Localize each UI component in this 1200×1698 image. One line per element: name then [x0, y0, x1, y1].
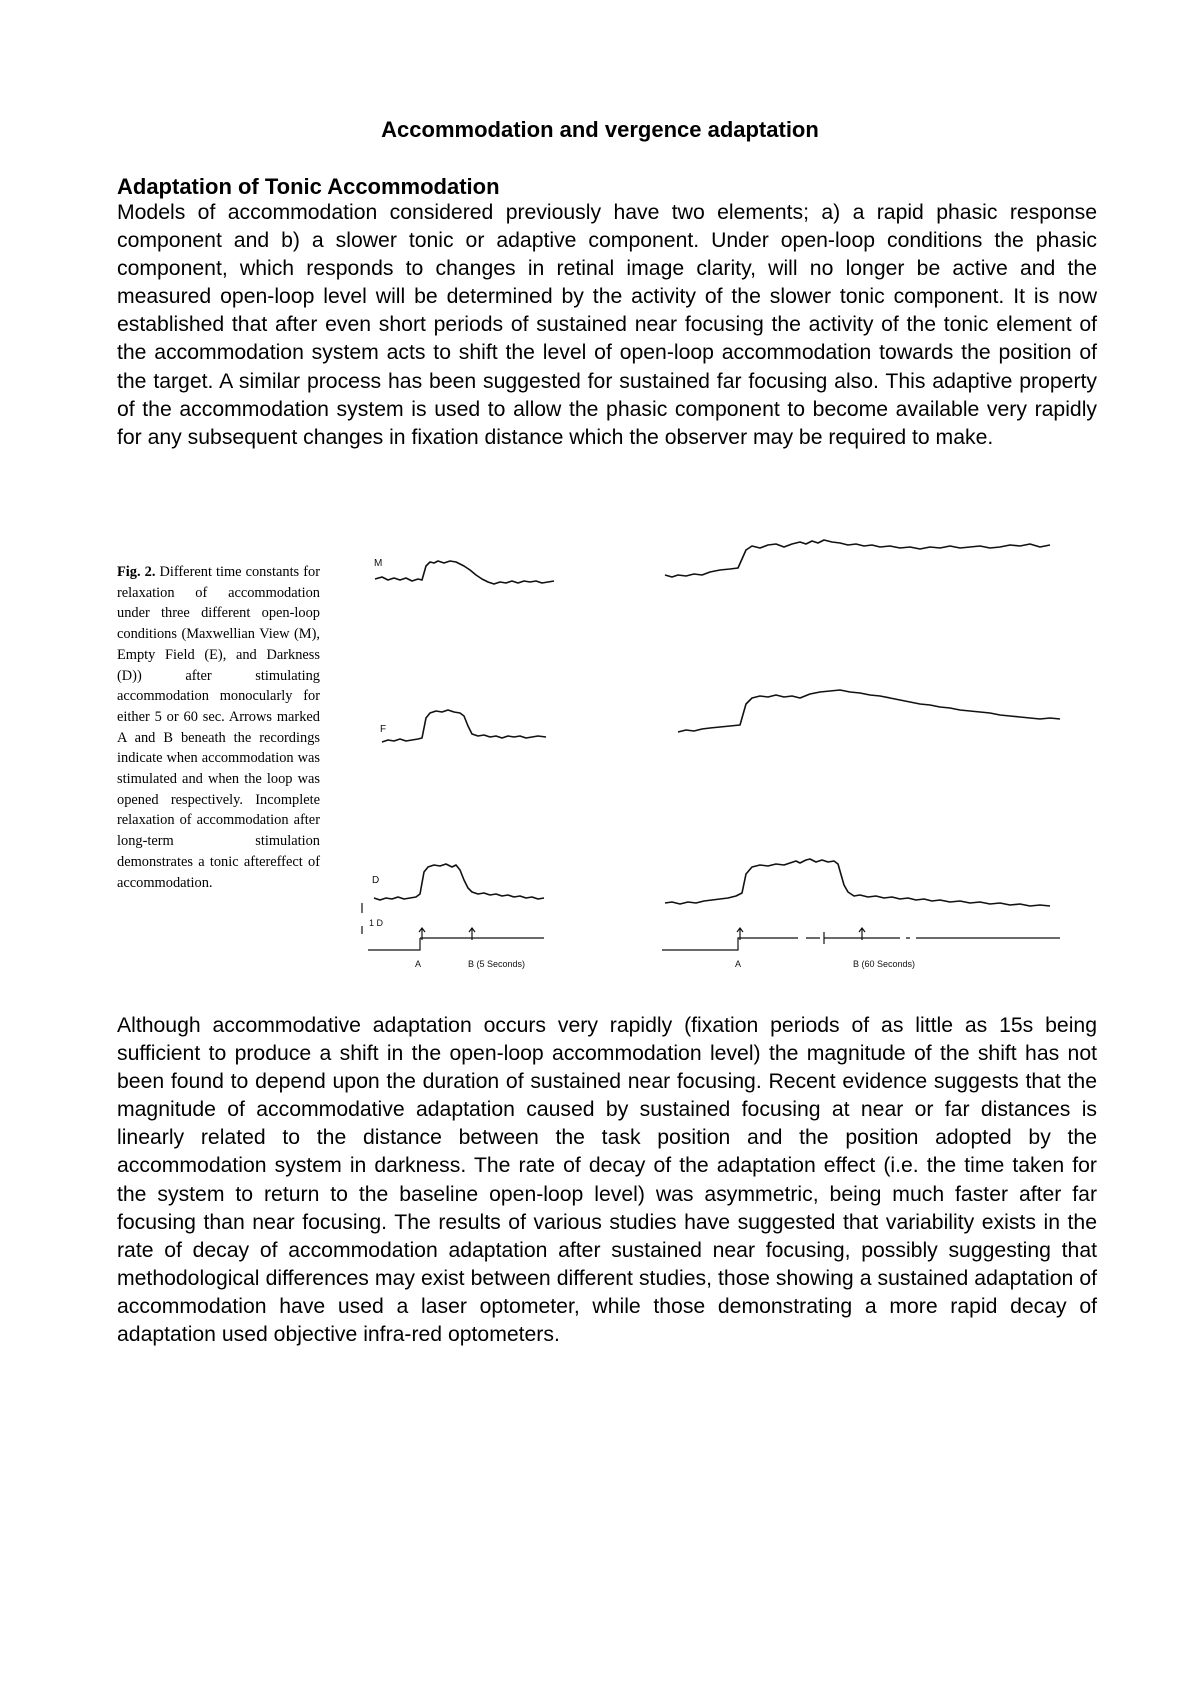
marker-a-left: A	[415, 959, 422, 969]
paragraph-2: Although accommodative adaptation occurs very rapidly (fixation periods of as little as 15s being sufficient to produce a shift in the open-loop accommodation level) the magnitude of the shift has not been found to depend upon the duration of sustained near focusing. Recent evidence suggests that the magnitude of accommodative adaptation caused by sustained focusing at near or far distances is linearly related to the distance between the task position and the position adopted by the accommodation system in darkness. The rate of decay of the adaptation effect (i.e. the time taken for the system to return to the baseline open-loop level) was asymmetric, being much faster after far focusing than near focusing. The results of various studies have suggested that variability exists in the rate of decay of accommodation adaptation after sustained near focusing, possibly suggesting that methodological differences may exist between different studies, those showing a sustained adaptation of accommodation have used a laser optometer, while those demonstrating a more rapid decay of adaptation used objective infra-red optometers.	[117, 1014, 1097, 1347]
figure-caption-text: Different time constants for relaxation of accommodation under three different open-loop conditions (Maxwellian View (M), Empty Field (E), and Darkness (D)) after stimulating accommodation monocularly for either 5 or 60 sec. Arrows marked A and B beneath the recordings indicate when accommodation was stimulated and when the loop was opened respectively. Incomplete relaxation of accommodation after long-term stimulation demonstrates a tonic aftereffect of accommodation.	[117, 564, 320, 891]
trace-d-short	[374, 864, 544, 900]
trace-e-long	[678, 690, 1060, 732]
row-label-d: D	[372, 875, 380, 886]
row-label-m: M	[374, 558, 383, 569]
paragraph-1: Models of accommodation considered previously have two elements; a) a rapid phasic response component and b) a slower tonic or adaptive component. Under open-loop conditions the phasic component, which responds to changes in retinal image clarity, will no longer be active and the measured open-loop level will be determined by the activity of the slower tonic component. It is now established that after even short periods of sustained near focusing the activity of the tonic element of the accommodation system acts to shift the level of open-loop accommodation towards the position of the target. A similar process has been suggested for sustained far focusing also. This adaptive property of the accommodation system is used to allow the phasic component to become available very rapidly for any subsequent changes in fixation distance which the observer may be required to make.	[117, 201, 1097, 449]
marker-b-left: B (5 Seconds)	[468, 959, 526, 969]
row-label-e: F	[380, 724, 387, 735]
timing-line-right	[662, 932, 1060, 950]
marker-a-right: A	[735, 959, 742, 969]
figure-recordings	[360, 520, 1120, 980]
section-heading: Adaptation of Tonic Accommodation	[117, 174, 500, 199]
marker-b-right: B (60 Seconds)	[853, 959, 916, 969]
timing-line-left	[368, 938, 544, 950]
trace-m-long	[665, 540, 1050, 577]
trace-m-short	[375, 561, 554, 584]
scale-label: 1 D	[369, 918, 384, 928]
figure-label: Fig. 2.	[117, 564, 156, 580]
figure-recordings-svg	[360, 520, 1120, 980]
trace-e-short	[382, 710, 546, 742]
document-title: Accommodation and vergence adaptation	[381, 117, 819, 142]
figure-caption	[117, 562, 320, 893]
trace-d-long	[665, 859, 1050, 906]
